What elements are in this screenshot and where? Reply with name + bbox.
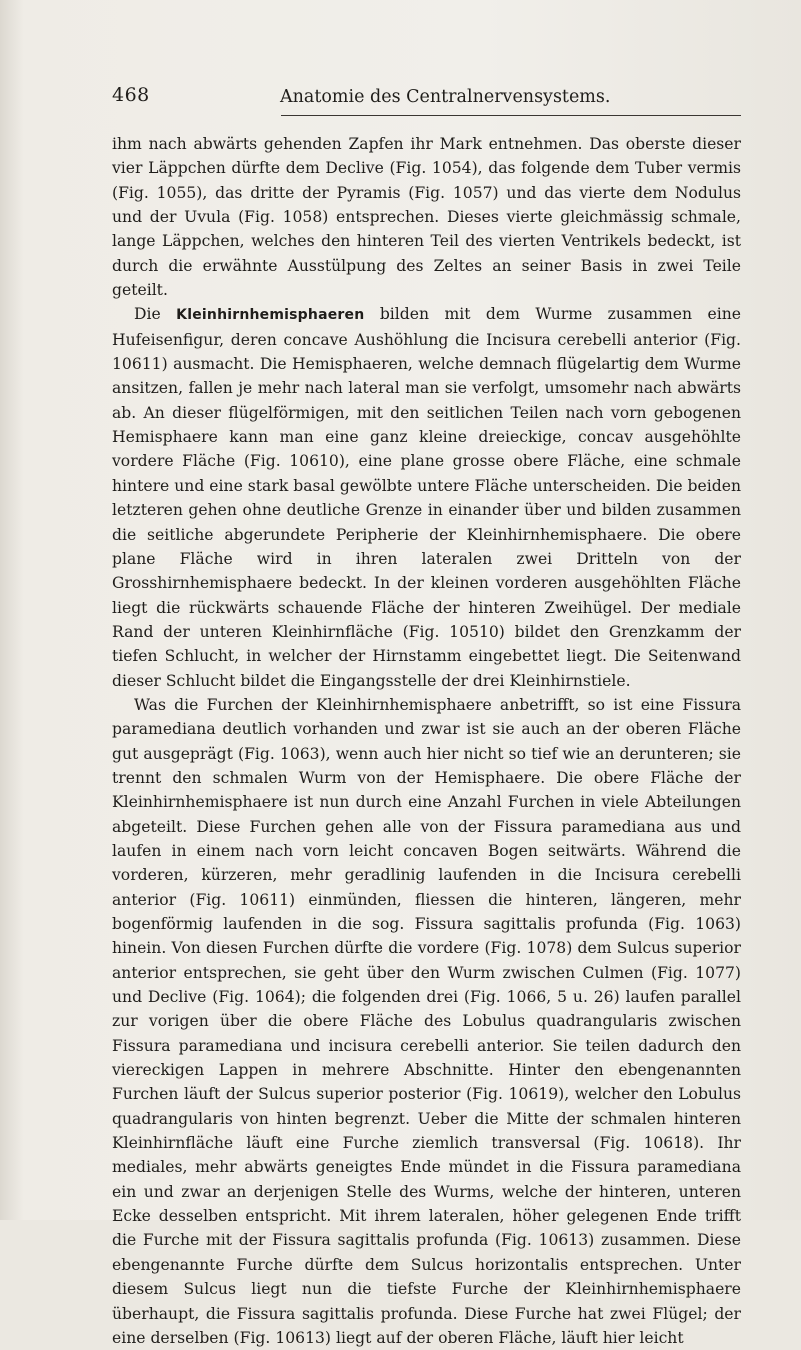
page-number: 468 (112, 84, 150, 106)
page-gutter-shadow (0, 0, 24, 1220)
paragraph (112, 302, 741, 693)
body-text (112, 132, 741, 1350)
page-header (112, 84, 741, 118)
bold-term: Kleinhirnhemisphaeren (176, 307, 365, 324)
paragraph (112, 132, 741, 302)
paragraph (112, 693, 741, 1350)
paragraph-text: bilden mit dem Wurme zusammen eine Hufeisenfigur, deren concave Aushöhlung die Incisura cerebelli anterior (Fig. 10611) ausmacht. Die Hemisphaeren, welche demnach flügelartig dem Wurme ansitzen, fallen je mehr nach lateral man sie verfolgt, umsomehr nach abwärts ab. An dieser flügelförmigen, mit den seitlichen Teilen nach vorn gebogenen Hemisphaere kann man eine ganz kleine dreieckige, concav ausgehöhlte vordere Fläche (Fig. 10610), eine plane grosse obere Fläche, eine schmale hintere und eine stark basal gewölbte untere Fläche unterscheiden. Die beiden letzteren gehen ohne deutliche Grenze in einander über und bilden zusammen die seitliche abgerundete Peripherie der Kleinhirnhemisphaere. Die obere plane Fläche wird in ihren lateralen zwei Dritteln von der Grosshirnhemisphaere bedeckt. In der kleinen vorderen ausgehöhlten Fläche liegt die rückwärts schauende Fläche der hinteren Zweihügel. Der mediale Rand der unteren Kleinhirnfläche (Fig. 10510) bildet den Grenzkamm der tiefen Schlucht, in welcher der Hirnstamm eingebettet liegt. Die Seitenwand dieser Schlucht bildet die Eingangsstelle der drei Kleinhirnstiele. (112, 305, 741, 690)
running-title: Anatomie des Centralnervensystems. (280, 87, 611, 107)
paragraph-text: Die (134, 305, 177, 324)
paragraph-text: ihm nach abwärts gehenden Zapfen ihr Mark entnehmen. Das oberste dieser vier Läppchen dürfte dem Declive (Fig. 1054), das folgende dem Tuber vermis (Fig. 1055), das dritte der Pyramis (Fig. 1057) und das vierte dem Nodulus und der Uvula (Fig. 1058) entsprechen. Dieses vierte gleichmässig schmale, lange Läppchen, welches den hinteren Teil des vierten Ventrikels bedeckt, ist durch die erwähnte Ausstülpung des Zeltes an seiner Basis in zwei Teile geteilt. (112, 135, 741, 300)
paragraph-text: Was die Furchen der Kleinhirnhemisphaere anbetrifft, so ist eine Fissura paramediana deutlich vorhanden und zwar ist sie auch an der oberen Fläche gut ausgeprägt (Fig. 1063), wenn auch hier nicht so tief wie an derunteren; sie trennt den schmalen Wurm von der Hemisphaere. Die obere Fläche der Kleinhirnhemisphaere ist nun durch eine Anzahl Furchen in viele Abteilungen abgeteilt. Diese Furchen gehen alle von der Fissura paramediana aus und laufen in einem nach vorn leicht concaven Bogen seitwärts. Während die vorderen, kürzeren, mehr geradlinig laufenden in die Incisura cerebelli anterior (Fig. 10611) einmünden, fliessen die hinteren, längeren, mehr bogenförmig laufenden in die sog. Fissura sagittalis profunda (Fig. 1063) hinein. Von diesen Furchen dürfte die vordere (Fig. 1078) dem Sulcus superior anterior entsprechen, sie geht über den Wurm zwischen Culmen (Fig. 1077) und Declive (Fig. 1064); die folgenden drei (Fig. 1066, 5 u. 26) laufen parallel zur vorigen über die obere Fläche des Lobulus quadrangularis zwischen Fissura paramediana und incisura cerebelli anterior. Sie teilen dadurch den viereckigen Lappen in mehrere Abschnitte. Hinter den ebengenannten Furchen läuft der Sulcus superior posterior (Fig. 10619), welcher den Lobulus quadrangularis von hinten begrenzt. Ueber die Mitte der schmalen hinteren Kleinhirnfläche läuft eine Furche ziemlich transversal (Fig. 10618). Ihr mediales, mehr abwärts geneigtes Ende mündet in die Fissura paramediana ein und zwar an derjenigen Stelle des Wurms, welche der hinteren, unteren Ecke desselben entspricht. Mit ihrem lateralen, höher gelegenen Ende trifft die Furche mit der Fissura sagittalis profunda (Fig. 10613) zusammen. Diese ebengenannte Furche dürfte dem Sulcus horizontalis entsprechen. Unter diesem Sulcus liegt nun die tiefste Furche der Kleinhirnhemisphaere überhaupt, die Fissura sagittalis profunda. Diese Furche hat zwei Flügel; der eine derselben (Fig. 10613) liegt auf der oberen Fläche, läuft hier leicht (112, 695, 741, 1347)
header-rule (281, 115, 741, 116)
